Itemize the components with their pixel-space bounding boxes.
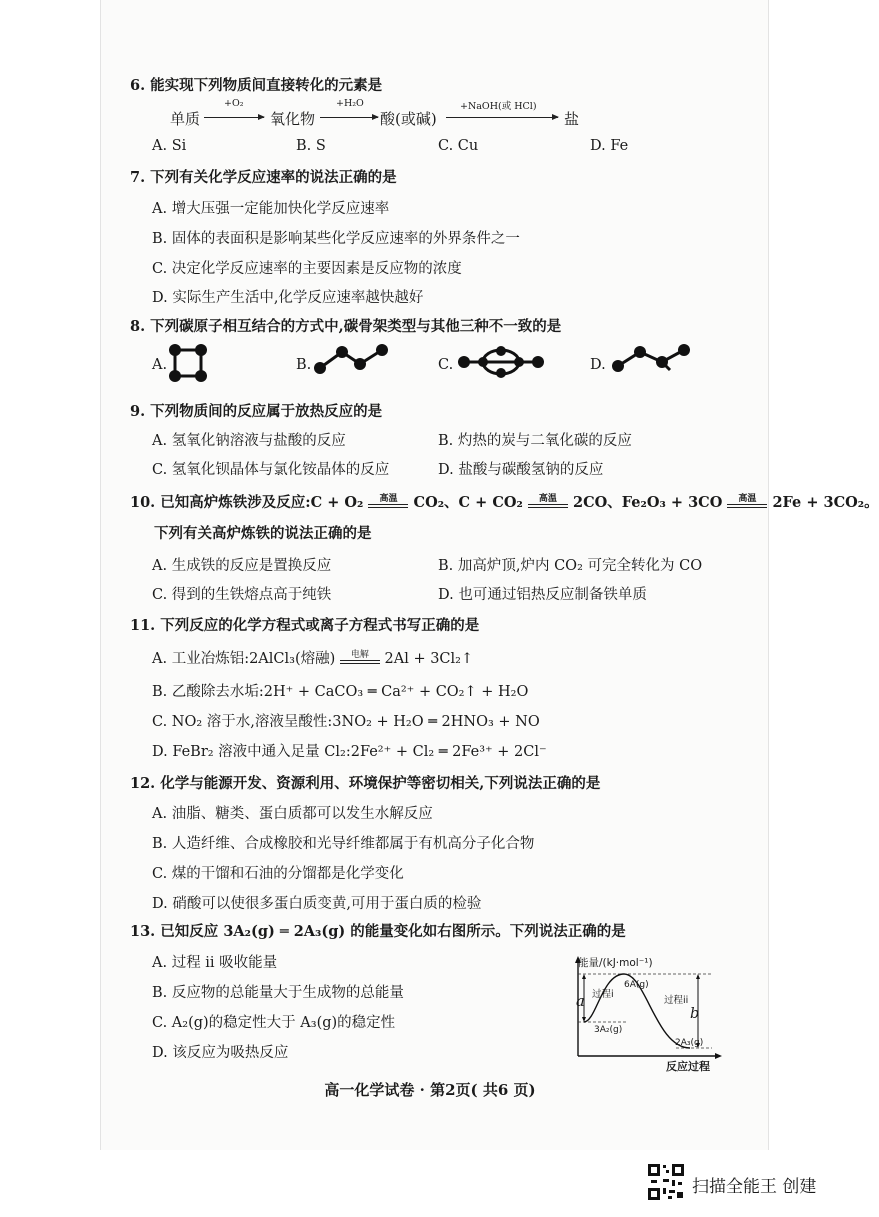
chain-item: 酸(或碱): [380, 110, 437, 128]
question-8-stem: 8. 下列碳原子相互结合的方式中,碳骨架类型与其他三种不一致的是: [130, 318, 562, 335]
option: B. 反应物的总能量大于生成物的总能量: [152, 985, 404, 1001]
arrow-label: +O₂: [224, 98, 244, 109]
option: [152, 647, 473, 668]
qr-code-icon: [646, 1160, 686, 1204]
stem-text: 10. 已知高炉炼铁涉及反应:C + O₂: [130, 494, 364, 511]
option: A. 氢氧化钠溶液与盐酸的反应: [152, 433, 346, 449]
scanner-watermark-text: 扫描全能王 创建: [692, 1177, 817, 1197]
question-13-stem: 13. 已知反应 3A₂(g) ═ 2A₃(g) 的能量变化如右图所示。下列说法正确的是: [130, 923, 626, 940]
question-6-stem: 6. 能实现下列物质间直接转化的元素是: [130, 77, 383, 94]
arrow-label: +NaOH(或 HCl): [460, 101, 537, 112]
condition-label: 电解: [350, 650, 369, 660]
option-text: A. 工业冶炼铝:2AlCl₃(熔融): [152, 651, 336, 667]
option: C.: [438, 357, 454, 373]
option: D. 盐酸与碳酸氢钠的反应: [438, 462, 604, 478]
option: D. 实际生产生活中,化学反应速率越快越好: [152, 290, 424, 306]
chain-item: 氧化物: [270, 110, 316, 128]
condition-label: 高温: [379, 494, 398, 504]
option: B. S: [296, 138, 326, 154]
option: C. Cu: [438, 138, 479, 154]
graph-reactant-label: 3A₂(g): [594, 1025, 623, 1035]
option: C. NO₂ 溶于水,溶液呈酸性:3NO₂ + H₂O ═ 2HNO₃ + NO: [152, 714, 540, 730]
option: D. 硝酸可以使很多蛋白质变黄,可用于蛋白质的检验: [152, 896, 482, 912]
stem-text: CO₂、C + CO₂: [413, 494, 523, 511]
option: D.: [590, 357, 606, 373]
option: C. 得到的生铁熔点高于纯铁: [152, 587, 332, 603]
option: C. 决定化学反应速率的主要因素是反应物的浓度: [152, 261, 462, 277]
arrow-label: +H₂O: [336, 98, 364, 109]
chain-item: 单质: [170, 110, 201, 128]
energy-diagram: [566, 952, 726, 1074]
option: D. Fe: [590, 138, 629, 154]
option: B. 乙酸除去水垢:2H⁺ + CaCO₃ ═ Ca²⁺ + CO₂↑ + H₂O: [152, 684, 529, 700]
graph-process-2: 过程ii: [664, 995, 689, 1006]
graph-top-label: 6A(g): [624, 980, 649, 990]
arrow: [320, 117, 378, 118]
option: B.: [296, 357, 312, 373]
question-9-stem: 9. 下列物质间的反应属于放热反应的是: [130, 403, 383, 420]
graph-ylabel: 能量/(kJ·mol⁻¹): [578, 957, 653, 969]
page-footer: 高一化学试卷 · 第2页( 共6 页): [324, 1081, 536, 1099]
option: B. 加高炉顶,炉内 CO₂ 可完全转化为 CO: [438, 558, 703, 574]
option: D. 也可通过铝热反应制备铁单质: [438, 587, 647, 603]
option: C. 煤的干馏和石油的分馏都是化学变化: [152, 866, 404, 882]
question-10-stem: [130, 491, 879, 512]
condition-label: 高温: [738, 494, 757, 504]
chain-item: 盐: [564, 110, 580, 128]
option: C. 氢氧化钡晶体与氯化铵晶体的反应: [152, 462, 390, 478]
option-text: 2Al + 3Cl₂↑: [384, 651, 474, 667]
graph-xlabel: 反应过程: [666, 1060, 710, 1073]
option: A. 增大压强一定能加快化学反应速率: [152, 201, 390, 217]
option: B. 固体的表面积是影响某些化学反应速率的外界条件之一: [152, 231, 520, 247]
option: A.: [152, 357, 168, 373]
graph-product-label: 2A₃(g): [675, 1038, 704, 1048]
carbon-chain-structure: [312, 342, 392, 376]
option: C. A₂(g)的稳定性大于 A₃(g)的稳定性: [152, 1015, 396, 1031]
equal-sign-with-condition: [340, 651, 380, 667]
carbon-ring-structure: [456, 345, 546, 379]
equal-sign-with-condition: [368, 495, 408, 511]
option: B. 人造纤维、合成橡胶和光导纤维都属于有机高分子化合物: [152, 836, 535, 852]
stem-text: 2CO、Fe₂O₃ + 3CO: [573, 494, 723, 511]
option: A. 油脂、糖类、蛋白质都可以发生水解反应: [152, 806, 433, 822]
option: A. 过程 ii 吸收能量: [152, 955, 278, 971]
option: D. FeBr₂ 溶液中通入足量 Cl₂:2Fe²⁺ + Cl₂ ═ 2Fe³⁺ + 2Cl⁻: [152, 744, 547, 760]
question-12-stem: 12. 化学与能源开发、资源利用、环境保护等密切相关,下列说法正确的是: [130, 775, 601, 792]
question-7-stem: 7. 下列有关化学反应速率的说法正确的是: [130, 169, 397, 186]
option: A. 生成铁的反应是置换反应: [152, 558, 332, 574]
condition-label: 高温: [538, 494, 557, 504]
carbon-chain-structure: [610, 342, 700, 376]
option: B. 灼热的炭与二氧化碳的反应: [438, 433, 632, 449]
graph-b-label: b: [690, 1006, 700, 1022]
arrow: [446, 117, 558, 118]
equal-sign-with-condition: [528, 495, 568, 511]
question-10-stem-2: 下列有关高炉炼铁的说法正确的是: [154, 525, 372, 542]
equal-sign-with-condition: [727, 495, 767, 511]
carbon-ring-structure: [166, 342, 212, 384]
graph-a-label: a: [576, 994, 585, 1010]
option: A. Si: [152, 138, 187, 154]
graph-process-1: 过程i: [592, 989, 614, 1000]
arrow: [204, 117, 264, 118]
option: D. 该反应为吸热反应: [152, 1045, 289, 1061]
stem-text: 2Fe + 3CO₂。: [772, 494, 879, 511]
question-11-stem: 11. 下列反应的化学方程式或离子方程式书写正确的是: [130, 617, 480, 634]
